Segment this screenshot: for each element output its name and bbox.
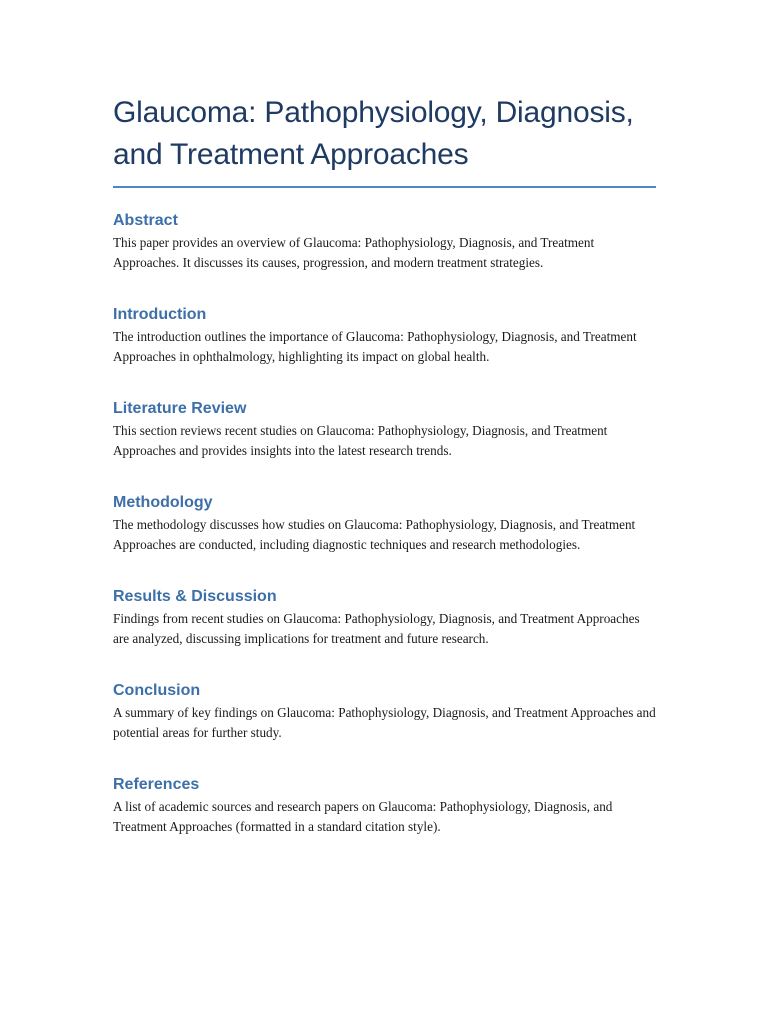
document-title: Glaucoma: Pathophysiology, Diagnosis, and Treatment Approaches: [113, 92, 656, 188]
section-heading: Methodology: [113, 494, 213, 511]
section-references: [113, 775, 656, 836]
section-abstract: [113, 211, 656, 272]
section-heading: Introduction: [113, 306, 207, 323]
section-heading: Results & Discussion: [113, 588, 277, 605]
section-body: This paper provides an overview of Glaucoma: Pathophysiology, Diagnosis, and Treatment Approaches. It discusses its causes, progression, and modern treatment strategies.: [113, 235, 595, 270]
section-body: The introduction outlines the importance of Glaucoma: Pathophysiology, Diagnosis, and Treatment Approaches in ophthalmology, highlighting its impact on global health.: [113, 329, 637, 364]
section-heading: Conclusion: [113, 682, 201, 699]
section-introduction: [113, 305, 656, 366]
section-methodology: [113, 493, 656, 554]
section-heading: Abstract: [113, 212, 178, 229]
section-conclusion: [113, 681, 656, 742]
section-body: A summary of key findings on Glaucoma: Pathophysiology, Diagnosis, and Treatment Approaches and potential areas for further study.: [113, 705, 656, 740]
section-heading: References: [113, 776, 200, 793]
section-literature-review: [113, 399, 656, 460]
section-results-discussion: [113, 587, 656, 648]
section-body: Findings from recent studies on Glaucoma: Pathophysiology, Diagnosis, and Treatment Approaches are analyzed, discussing implications for treatment and future research.: [113, 611, 640, 646]
document-page: [113, 92, 656, 836]
section-body: This section reviews recent studies on Glaucoma: Pathophysiology, Diagnosis, and Treatment Approaches and provides insights into the latest research trends.: [113, 423, 608, 458]
section-body: The methodology discusses how studies on Glaucoma: Pathophysiology, Diagnosis, and Treatment Approaches are conducted, including diagnostic techniques and research methodologies.: [113, 517, 636, 552]
section-body: A list of academic sources and research papers on Glaucoma: Pathophysiology, Diagnosis, and Treatment Approaches (formatted in a standard citation style).: [113, 799, 613, 834]
section-heading: Literature Review: [113, 400, 247, 417]
